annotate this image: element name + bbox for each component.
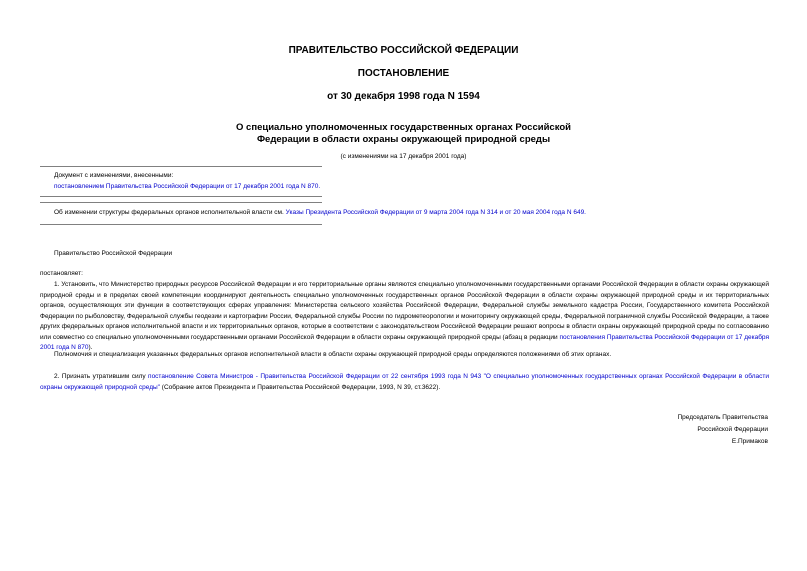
paragraph-2-end: (Собрание актов Президента и Правительства Российской Федерации, 1993, N 39, ст.3622).: [159, 383, 441, 391]
title-line-1: О специально уполномоченных государственных органах Российской: [236, 122, 571, 133]
signature-name: Е.Примаков: [731, 438, 768, 445]
divider-middle-1: [40, 196, 322, 197]
divider-middle-2: [40, 202, 322, 203]
paragraph-2-link[interactable]: постановление Совета Министров - Правительства Российской Федерации от 22 сентября 1993 года N 943 "О специально уполномоченных государственных органах Российской Федерации в области охраны окружающей природной среды": [40, 373, 769, 391]
title-line-2: Федерации в области охраны окружающей природной среды: [256, 134, 551, 145]
date-number-heading: от 30 декабря 1998 года N 1594: [327, 91, 480, 102]
amended-note: (с изменениями на 17 декабря 2001 года): [340, 153, 467, 160]
structure-note-link[interactable]: Указы Президента Российской Федерации от 9 марта 2004 года N 314 и от 20 мая 2004 года N 649.: [285, 209, 586, 216]
government-heading: ПРАВИТЕЛЬСТВО РОССИЙСКОЙ ФЕДЕРАЦИИ: [288, 45, 519, 56]
structure-note-text: Об изменении структуры федеральных органов исполнительной власти см.: [54, 209, 284, 216]
document-type-heading: ПОСТАНОВЛЕНИЕ: [357, 68, 450, 79]
issuer: Правительство Российской Федерации: [54, 250, 173, 257]
resolves: постановляет:: [40, 270, 83, 277]
paragraph-1b: Полномочия и специализация указанных федеральных органов исполнительной власти в области охраны окружающей природной среды определяются положениями об этих органах.: [54, 351, 612, 358]
structure-note: [54, 209, 586, 216]
amendments-label: Документ с изменениями, внесенными:: [54, 172, 174, 179]
signature-block: [677, 412, 768, 448]
signature-country: Российской Федерации: [697, 426, 768, 433]
paragraph-1: [40, 280, 769, 354]
document-title: [0, 122, 807, 146]
divider-top: [40, 166, 322, 167]
paragraph-1-end: ).: [88, 344, 93, 351]
amendments-link[interactable]: постановлением Правительства Российской Федерации от 17 декабря 2001 года N 870.: [54, 183, 321, 190]
paragraph-2: [40, 372, 769, 393]
divider-bottom: [40, 224, 322, 225]
paragraph-1-text: 1. Установить, что Министерство природных ресурсов Российской Федерации и его территориальные органы являются специально уполномоченными государственными органами Российской Федерации в области охраны окружающей природной среды и в пределах своей компетенции координируют деятельность специально уполномоченных государственных органов Российской Федерации в области охраны окружающей природной среды и их территориальных органов, осуществляющих эти функции в соответствующих сферах управления: Министерства сельского хозяйства Российской Федерации, Федеральной службы земельного кадастра России, Государственного комитета Российской Федерации по рыболовству, Федеральной службы геодезии и картографии России, Федеральной службы России по гидрометеорологии и мониторингу окружающей среды, Федеральной пограничной службы Российской Федерации, а также других федеральных органов исполнительной власти и их территориальных органов, которые в соответствии с законодательством Российской Федерации решают вопросы в области охраны окружающей природной среды по согласованию или совместно со специально уполномоченными государственными органами Российской Федерации в области охраны окружающей природной среды (абзац в редакции: [40, 281, 769, 341]
paragraph-1-link[interactable]: постановления Правительства Российской Федерации от 17 декабря 2001 года N 870: [40, 333, 769, 351]
paragraph-2-text: 2. Признать утратившим силу: [54, 373, 146, 380]
signature-position: Председатель Правительства: [677, 414, 768, 421]
